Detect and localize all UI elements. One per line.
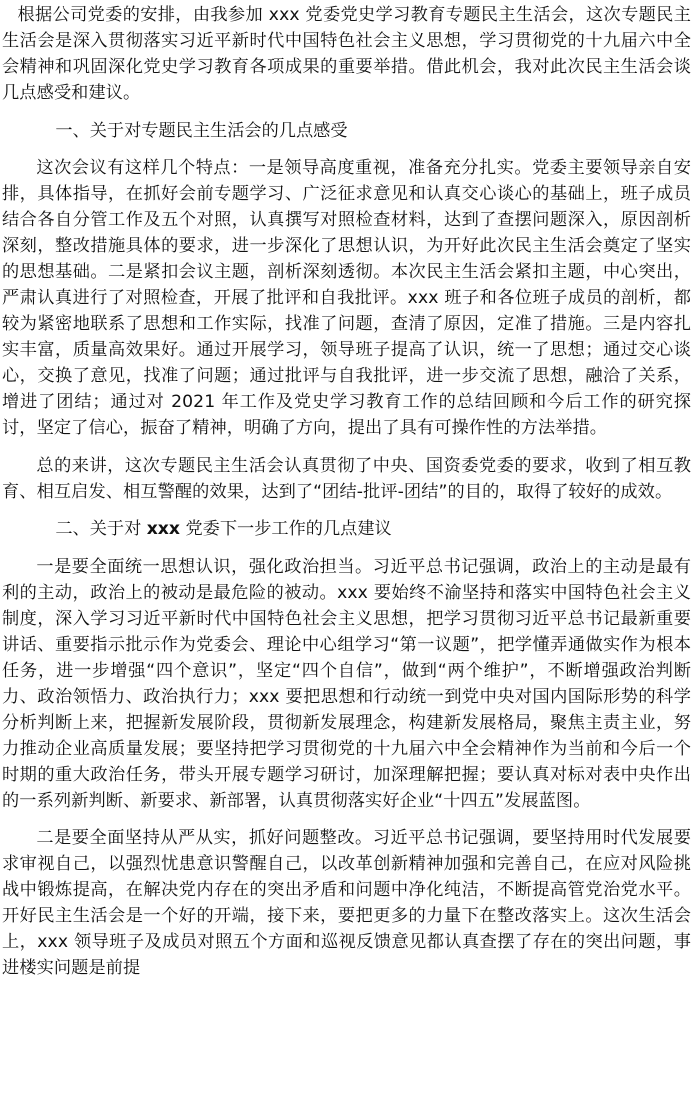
section-1-heading: 一、关于对专题民主生活会的几点感受 bbox=[55, 120, 348, 141]
section-2-heading bbox=[2, 516, 691, 542]
section-1-paragraph-1: 这次会议有这样几个特点：一是领导高度重视，准备充分扎实。党委主要领导亲自安排，具体指导，在抓好会前专题学习、广泛征求意见和认真交心谈心的基础上，班子成员结合各自分管工作及五个对照，认真撰写对照检查材料，达到了查摆问题深入，原因剖析深刻，整改措施具体的要求，进一步深化了思想认识，为开好此次民主生活会奠定了坚实的思想基础。二是紧扣会议主题，剖析深刻透彻。本次民主生活会紧扣主题，中心突出，严肃认真进行了对照检查，开展了批评和自我批评。xxx 班子和各位班子成员的剖析，都较为紧密地联系了思想和工作实际，找准了问题，查清了原因，定准了措施。三是内容扎实丰富，质量高效果好。通过开展学习，领导班子提高了认识，统一了思想；通过交心谈心，交换了意见，找准了问题；通过批评与自我批评，进一步交流了思想，融洽了关系，增进了团结；通过对 2021 年工作及党史学习教育工作的总结回顾和今后工作的研究探讨，坚定了信心，振奋了精神，明确了方向，提出了具有可操作性的方法举措。 bbox=[2, 158, 691, 438]
section-1-paragraph-2: 总的来讲，这次专题民主生活会认真贯彻了中央、国资委党委的要求，收到了相互教育、相互启发、相互警醒的效果，达到了“团结-批评-团结”的目的，取得了较好的成效。 bbox=[2, 455, 691, 502]
section-2-heading-suffix: 党委下一步工作的几点建议 bbox=[179, 519, 392, 539]
section-2-paragraph-1: 一是要全面统一思想认识，强化政治担当。习近平总书记强调，政治上的主动是最有利的主动，政治上的被动是最危险的被动。xxx 要始终不渝坚持和落实中国特色社会主义制度，深入学习习近平新时代中国特色社会主义思想，把学习贯彻习近平总书记最新重要讲话、重要指示批示作为党委会、理论中心组学习“第一议题”，把学懂弄通做实作为根本任务，进一步增强“四个意识”，坚定“四个自信”，做到“两个维护”，不断增强政治判断力、政治领悟力、政治执行力；xxx 要把思想和行动统一到党中央对国内国际形势的科学分析判断上来，把握新发展阶段，贯彻新发展理念，构建新发展格局，聚焦主责主业，努力推动企业高质量发展；要坚持把学习贯彻党的十九届六中全会精神作为当前和今后一个时期的重大政治任务，带头开展专题学习研讨，加深理解把握；要认真对标对表中央作出的一系列新判断、新要求、新部署，认真贯彻落实好企业“十四五”发展蓝图。 bbox=[2, 556, 691, 811]
intro-paragraph: 根据公司党委的安排，由我参加 xxx 党委党史学习教育专题民主生活会，这次专题民主生活会是深入贯彻落实习近平新时代中国特色社会主义思想，学习贯彻党的十九届六中全会精神和巩固深化党史学习教育各项成果的重要举措。借此机会，我对此次民主生活会谈几点感受和建议。 bbox=[2, 5, 691, 103]
section-2-paragraph-2: 二是要全面坚持从严从实，抓好问题整改。习近平总书记强调，要坚持用时代发展要求审视自己，以强烈忧患意识警醒自己，以改革创新精神加强和完善自己，在应对风险挑战中锻炼提高，在解决党内存在的突出矛盾和问题中净化纯洁，不断提高管党治党水平。开好民主生活会是一个好的开端，接下来，要把更多的力量下在整改落实上。这次生活会上，xxx 领导班子及成员对照五个方面和巡视反馈意见都认真查摆了存在的突出问题，事进楼实问题是前提 bbox=[2, 828, 691, 978]
section-2-heading-prefix: 二、关于对 bbox=[55, 519, 147, 539]
section-2-heading-org: xxx bbox=[146, 519, 180, 539]
